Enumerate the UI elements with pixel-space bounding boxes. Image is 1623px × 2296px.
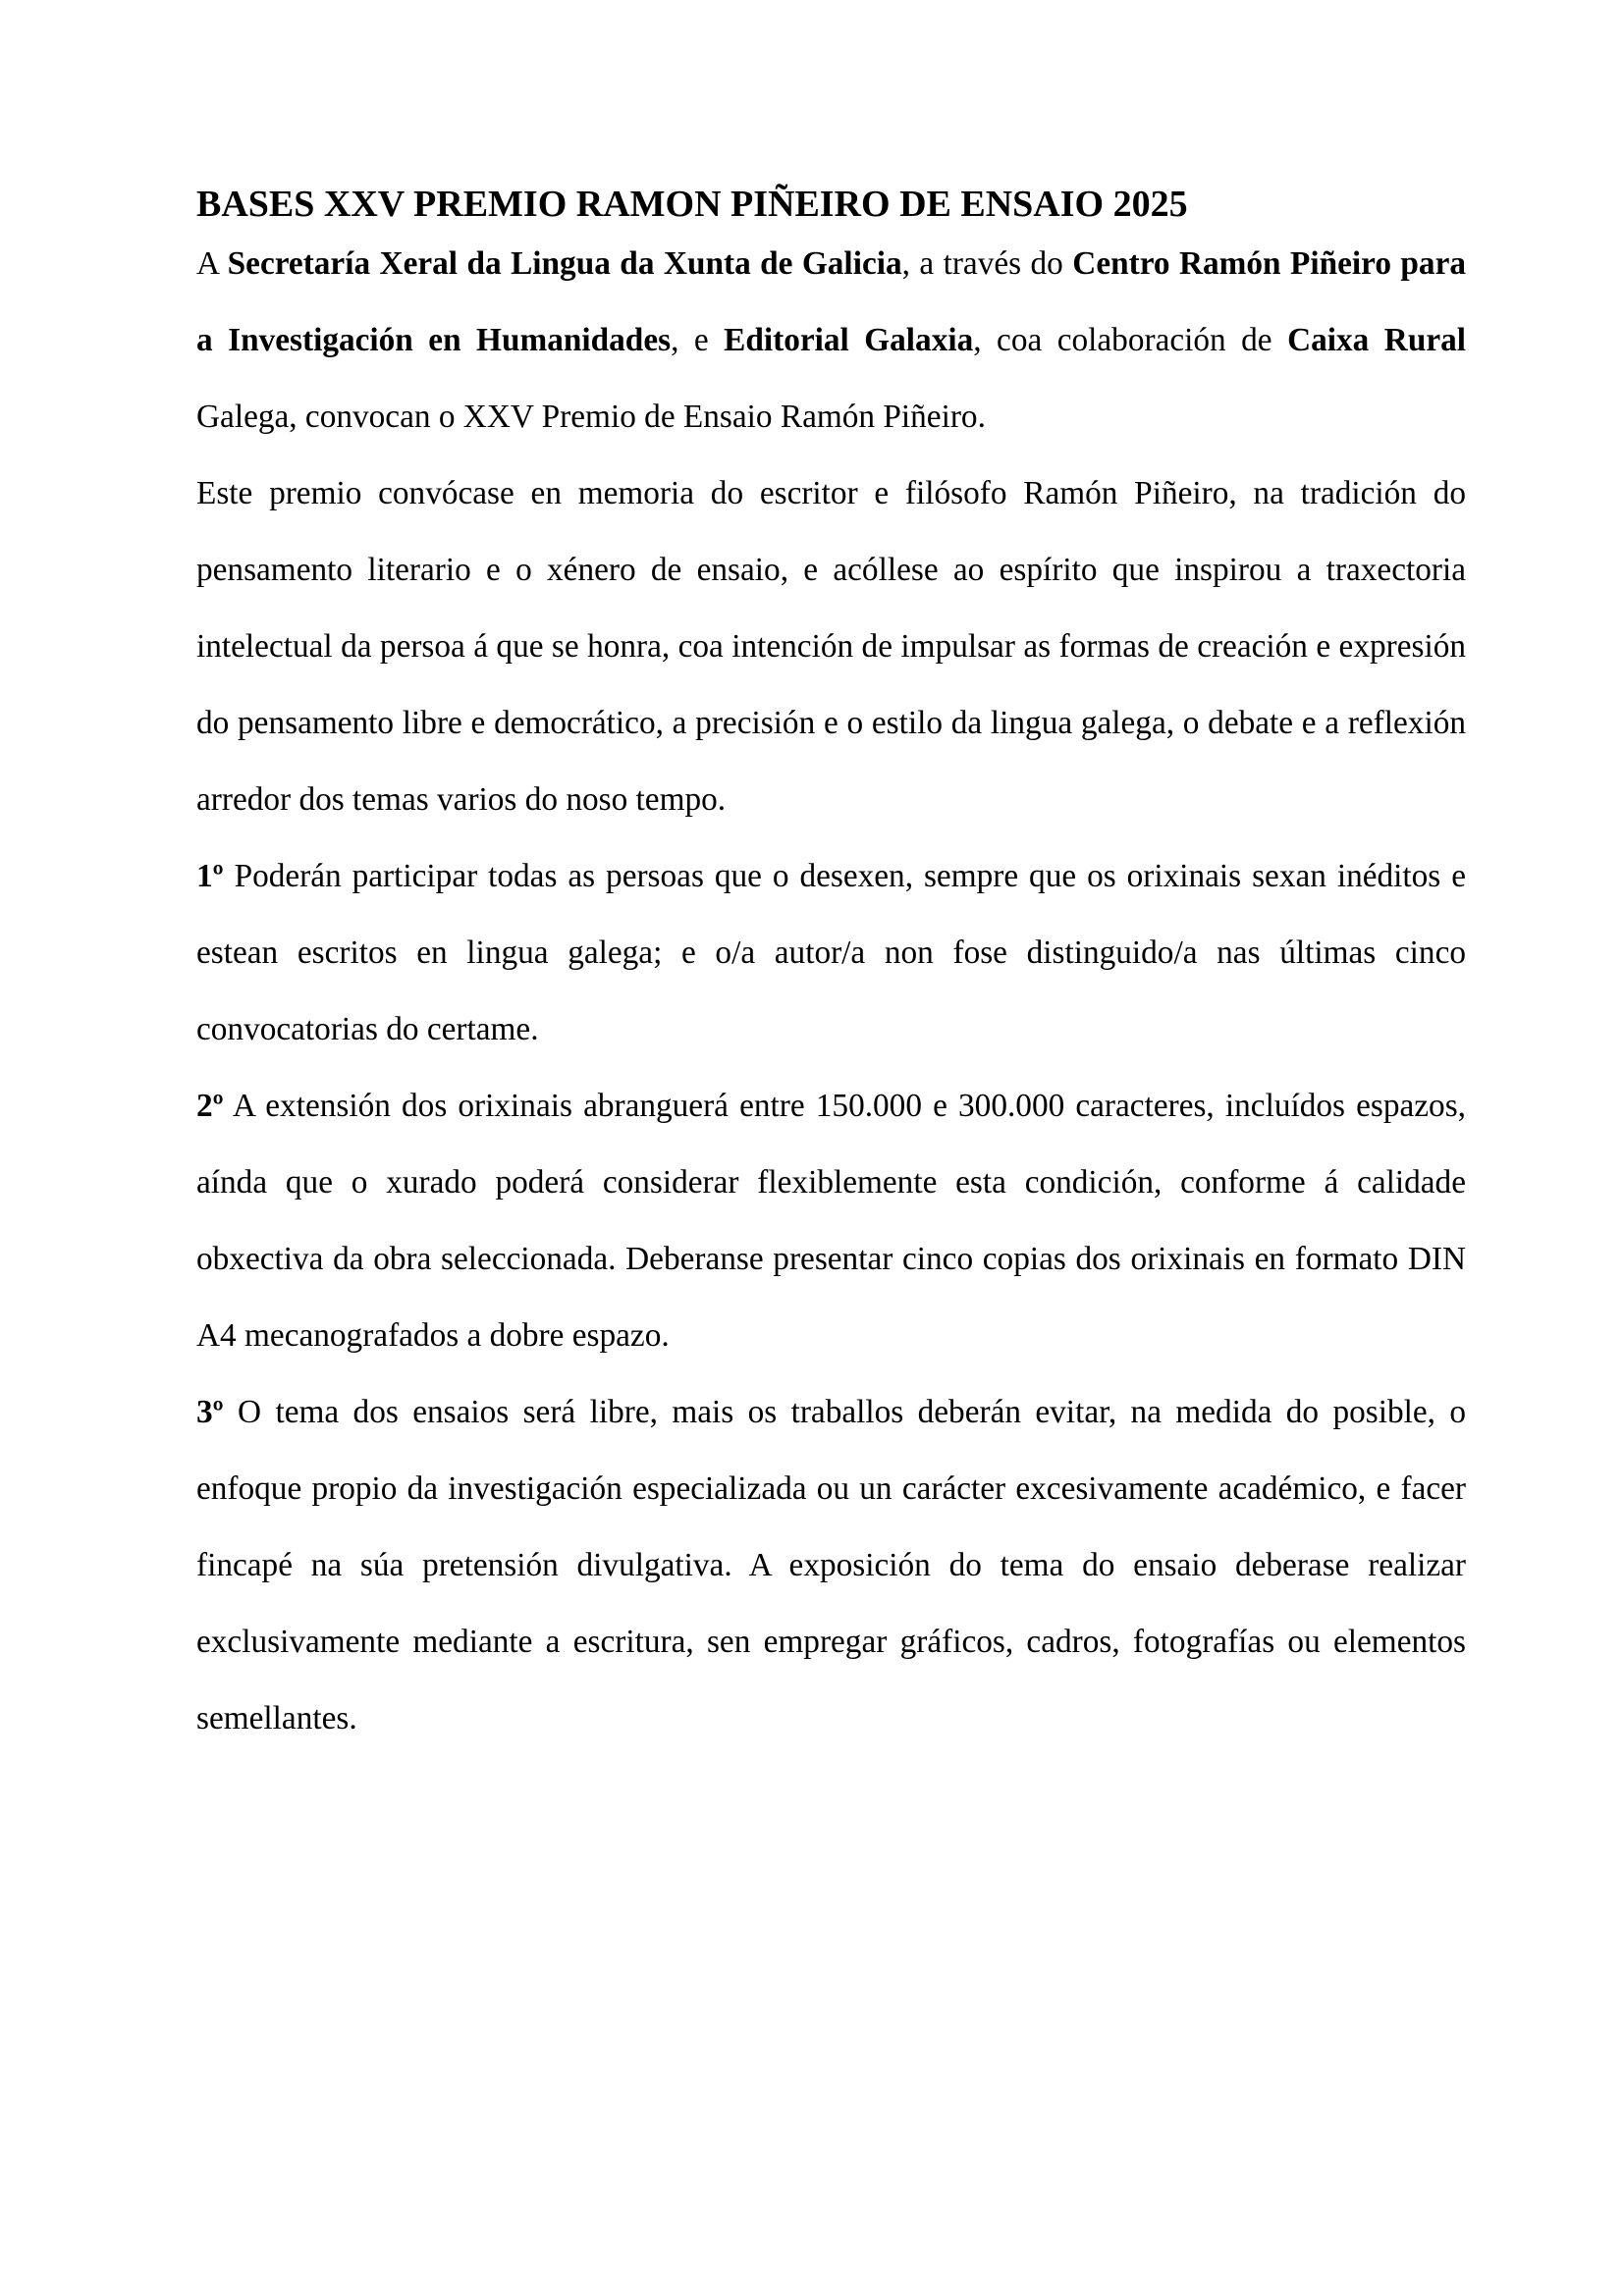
document-content — [196, 183, 1466, 1757]
description-paragraph: Este premio convócase en memoria do escritor e filósofo Ramón Piñeiro, na tradición do pensamento literario e o xénero de ensaio, e acóllese ao espírito que inspirou a traxectoria intelectual da persoa á que se honra, coa intención de impulsar as formas de creación e expresión do pensamento libre e democrático, a precisión e o estilo da lingua galega, o debate e a reflexión arredor dos temas varios do noso tempo. — [196, 475, 1466, 818]
rule-3-paragraph: 3º O tema dos ensaios será libre, mais os traballos deberán evitar, na medida do posible, o enfoque propio da investigación especializada ou un carácter excesivamente académico, e facer fincapé na súa pretensión divulgativa. A exposición do tema do ensaio deberase realizar exclusivamente mediante a escritura, sen empregar gráficos, cadros, fotografías ou elementos semellantes. — [196, 1394, 1466, 1736]
rule-1-paragraph: 1º Poderán participar todas as persoas que o desexen, sempre que os orixinais sexan inéditos e estean escritos en lingua galega; e o/a autor/a non fose distinguido/a nas últimas cinco convocatorias do certame. — [196, 858, 1466, 1047]
intro-paragraph: A Secretaría Xeral da Lingua da Xunta de Galicia, a través do Centro Ramón Piñeiro para a Investigación en Humanidades, e Editorial Galaxia, coa colaboración de Caixa Rural Galega, convocan o XXV Premio de Ensaio Ramón Piñeiro. — [196, 245, 1467, 435]
rule-2-paragraph: 2º A extensión dos orixinais abranguerá entre 150.000 e 300.000 caracteres, incluídos espazos, aínda que o xurado poderá considerar flexiblemente esta condición, conforme á calidade obxectiva da obra seleccionada. Deberanse presentar cinco copias dos orixinais en formato DIN A4 mecanografados a dobre espazo. — [196, 1088, 1466, 1354]
document-title: BASES XXV PREMIO RAMON PIÑEIRO DE ENSAIO 2025 — [196, 184, 1188, 225]
